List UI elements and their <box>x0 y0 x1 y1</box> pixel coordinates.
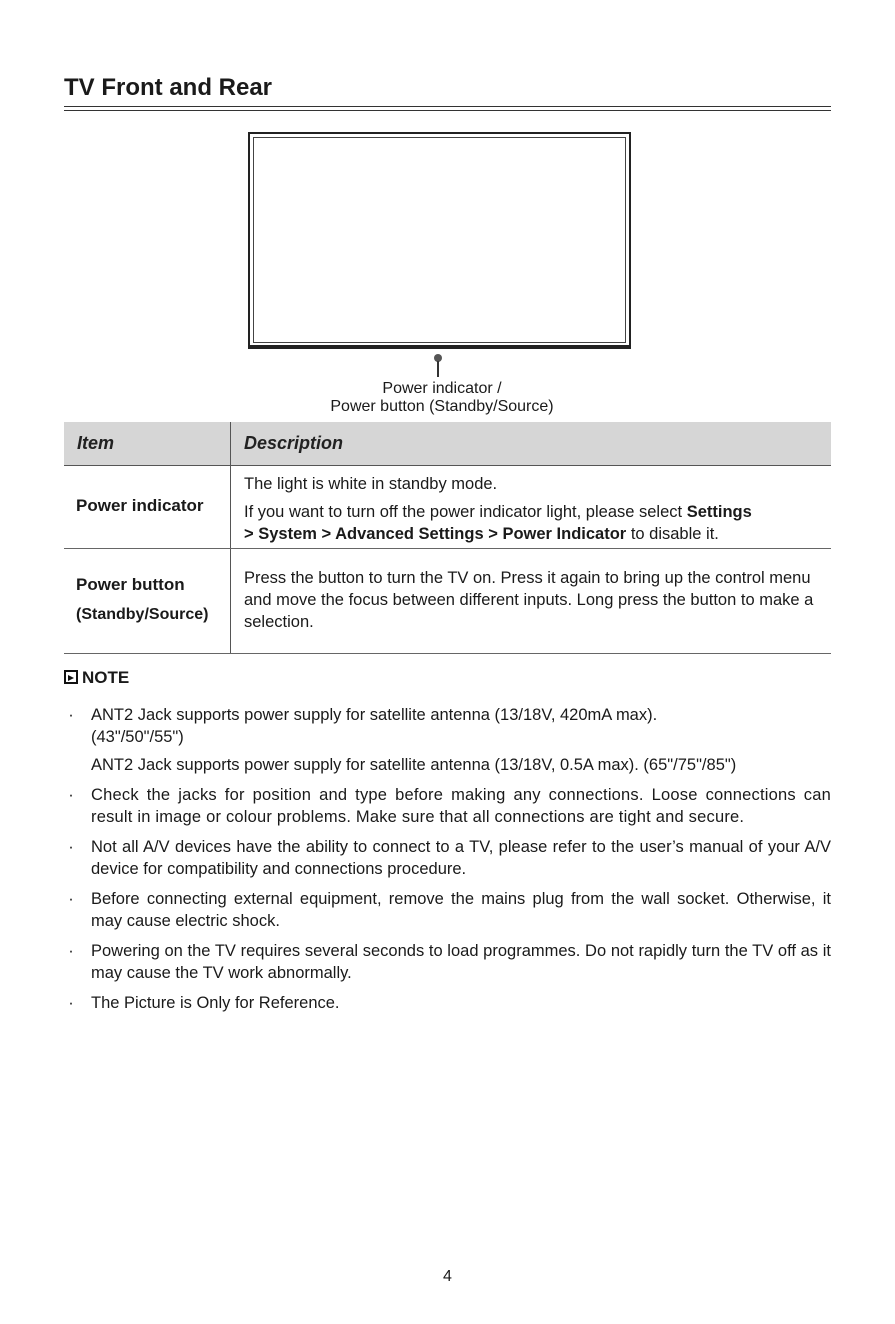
title-rule <box>64 106 831 111</box>
bullet-icon: · <box>68 942 74 960</box>
table-header <box>64 422 831 466</box>
item-description-table <box>64 422 831 631</box>
tv-bottom-bezel <box>248 345 631 349</box>
bullet-icon: · <box>68 890 74 908</box>
page-title: TV Front and Rear <box>64 74 273 101</box>
desc-paragraph: If you want to turn off the power indicator light, please select Settings > System > Advanced Settings > Power Indicator to disable it. <box>244 503 752 543</box>
desc-line: The light is white in standby mode. <box>244 475 498 493</box>
table-row <box>64 549 831 654</box>
bullet-icon: · <box>68 786 74 804</box>
callout-line-1: Power indicator / <box>382 380 502 397</box>
notes-list <box>64 704 831 1022</box>
row-description <box>244 473 829 545</box>
table-row <box>64 466 831 549</box>
row-item-power-button: Power button (Standby/Source) <box>76 575 209 623</box>
bullet-icon: · <box>68 706 74 724</box>
callout-line-2: Power button (Standby/Source) <box>330 398 554 415</box>
bullet-icon: · <box>68 838 74 856</box>
list-item: · Check the jacks for position and type before making any connections. Loose connections can result in image or colour problems. Make sure that all connections are tight and secure. <box>64 784 831 828</box>
note-heading: NOTE <box>64 668 129 688</box>
list-item: · Powering on the TV requires several seconds to load programmes. Do not rapidly turn the TV off as it may cause the TV work abnormally. <box>64 940 831 984</box>
power-indicator-callout <box>300 380 584 416</box>
list-item: · The Picture is Only for Reference. <box>64 992 831 1014</box>
page-number: 4 <box>443 1268 452 1285</box>
header-description: Description <box>244 433 344 453</box>
row-description: Press the button to turn the TV on. Press it again to bring up the control menu and move the focus between different inputs. Long press the button to make a selection. <box>244 569 814 631</box>
header-item: Item <box>77 433 115 453</box>
tv-frame <box>248 132 631 349</box>
note-arrow-icon <box>64 670 78 684</box>
tv-screen <box>253 137 626 343</box>
row-item-power-indicator: Power indicator <box>76 496 204 515</box>
tv-front-illustration <box>248 132 631 352</box>
bullet-icon: · <box>68 994 74 1012</box>
list-item: · Not all A/V devices have the ability to connect to a TV, please refer to the user’s manual of your A/V device for compatibility and connections procedure. <box>64 836 831 880</box>
list-item: · ANT2 Jack supports power supply for satellite antenna (13/18V, 420mA max). (43"/50"/55") ANT2 Jack supports power supply for satellite antenna (13/18V, 0.5A max). (65"/75"/85") <box>64 704 831 776</box>
list-item: · Before connecting external equipment, remove the mains plug from the wall socket. Otherwise, it may cause electric shock. <box>64 888 831 932</box>
callout-leader-line <box>437 361 439 377</box>
